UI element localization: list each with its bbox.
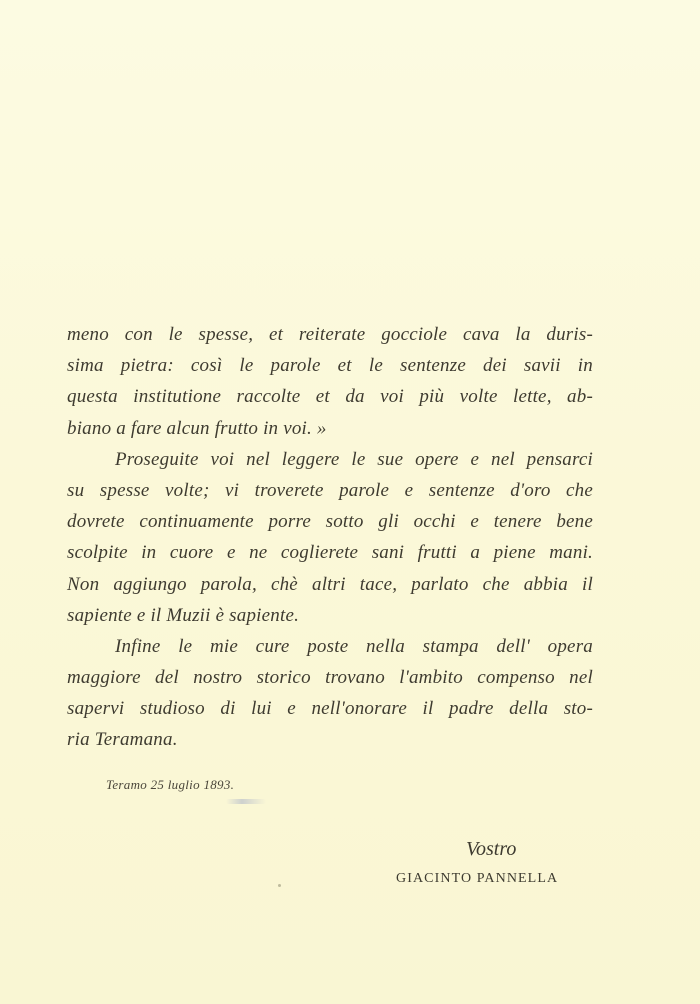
text-line: scolpite in cuore e ne coglierete sani frutti a piene mani.	[67, 542, 593, 564]
text-line: sapiente e il Muzii è sapiente.	[67, 604, 300, 626]
text-line: su spesse volte; vi troverete parole e sentenze d'oro che	[67, 479, 593, 501]
text-line: Infine le mie cure poste nella stampa dell' opera	[115, 635, 593, 657]
text-line: sima pietra: così le parole et le sentenze dei savii in	[67, 355, 593, 377]
dateline: Teramo 25 luglio 1893.	[106, 777, 235, 792]
text-line: Proseguite voi nel leggere le sue opere e nel pensarci	[115, 448, 593, 470]
text-line: ria Teramana.	[67, 729, 178, 751]
ornament-mark	[226, 799, 266, 804]
closing-salutation: Vostro	[466, 838, 517, 860]
text-line: dovrete continuamente porre sotto gli occhi e tenere bene	[67, 511, 593, 533]
text-line: meno con le spesse, et reiterate gocciole cava la duris-	[67, 324, 593, 345]
text-line: biano a fare alcun frutto in voi. »	[67, 417, 327, 439]
text-line: sapervi studioso di lui e nell'onorare il padre della sto-	[67, 698, 593, 720]
paper-speck	[278, 884, 281, 887]
author-signature: GIACINTO PANNELLA	[396, 871, 559, 886]
text-line: questa institutione raccolte et da voi più volte lette, ab-	[67, 386, 593, 408]
body-text	[67, 319, 593, 756]
text-line: maggiore del nostro storico trovano l'ambito compenso nel	[67, 667, 593, 689]
text-line: Non aggiungo parola, chè altri tace, parlato che abbia il	[67, 573, 593, 595]
